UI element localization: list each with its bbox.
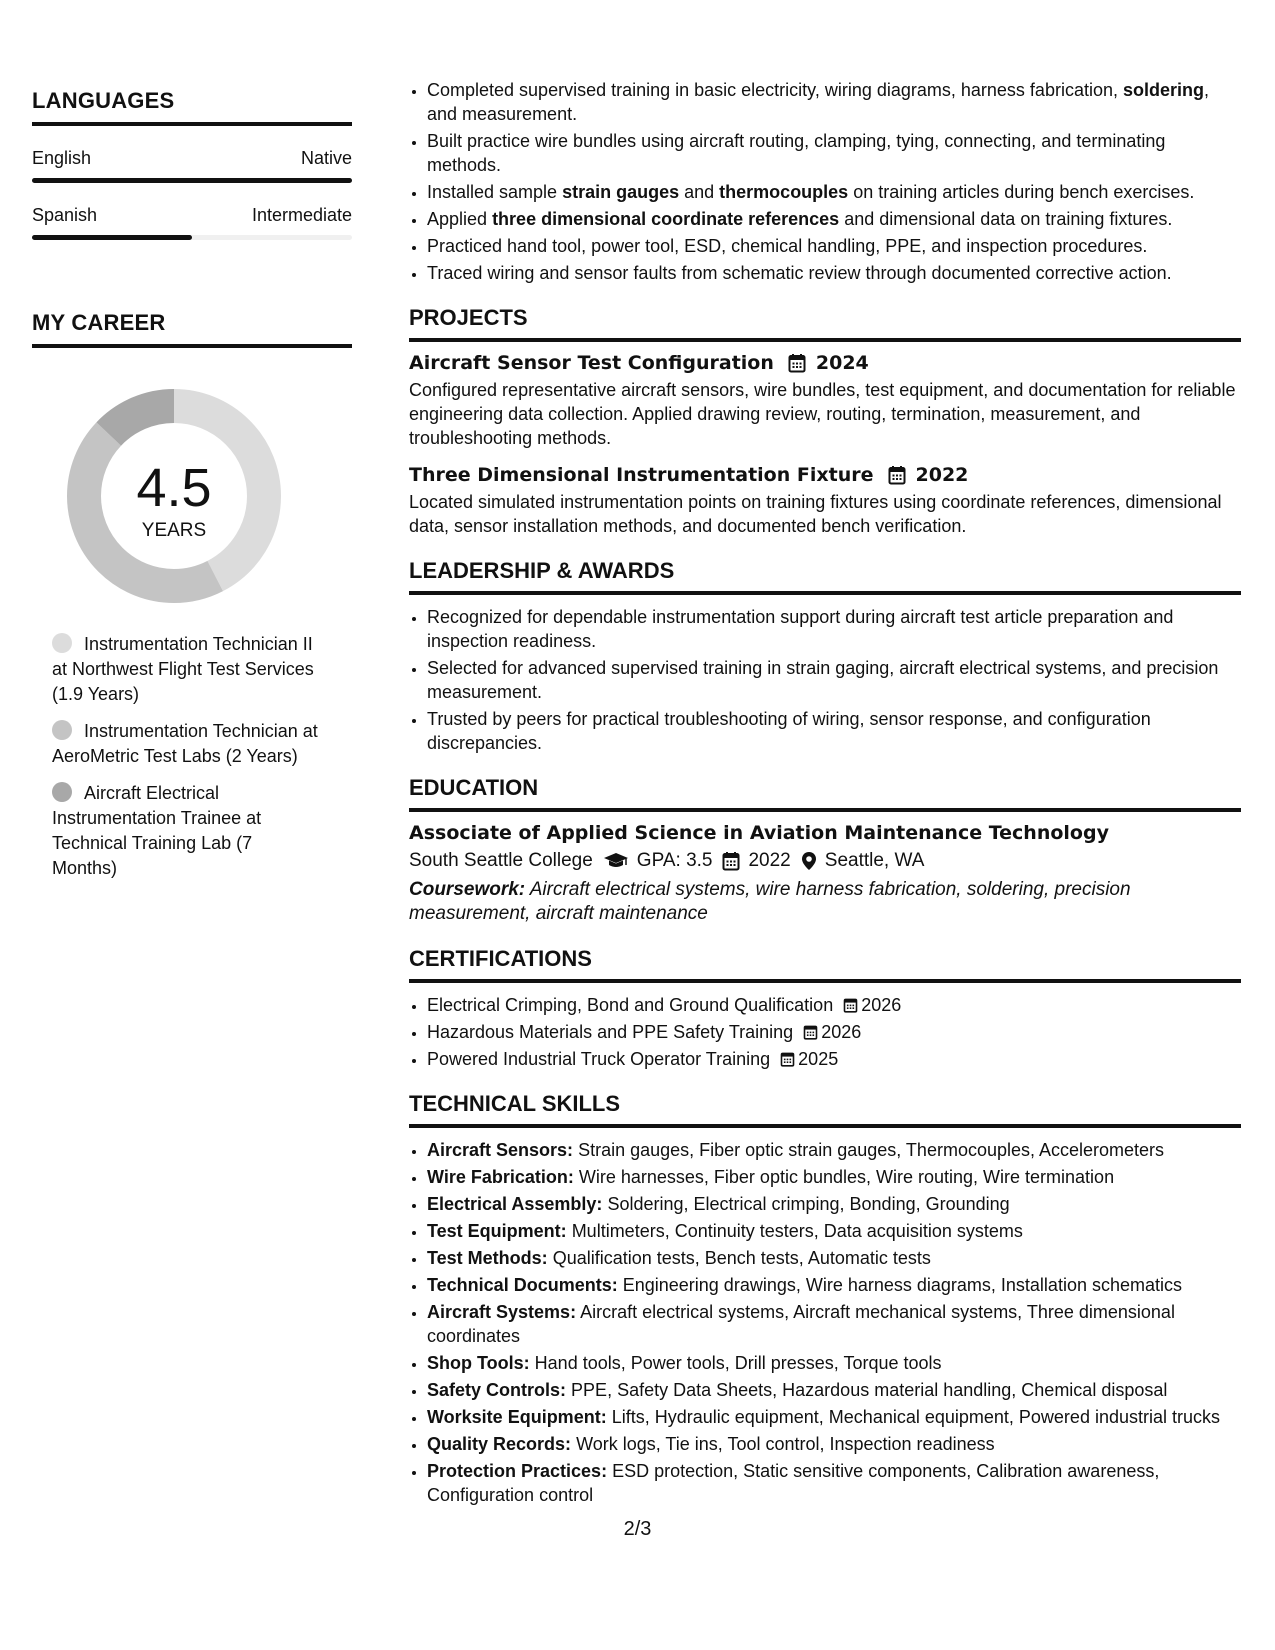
project-item <box>409 464 1241 538</box>
experience-bullet <box>427 129 1241 177</box>
certification-name: Powered Industrial Truck Operator Training <box>427 1049 771 1069</box>
education-year: 2022 <box>748 850 791 871</box>
career-legend-label: Aircraft Electrical Instrumentation Trainee at Technical Training Lab (7 Months) <box>52 783 262 878</box>
skill-category: Test Equipment: <box>427 1221 567 1241</box>
main-content <box>409 78 1241 1510</box>
career-legend-dot <box>52 633 72 653</box>
career-legend-label: Instrumentation Technician II at Northwest Flight Test Services (1.9 Years) <box>52 634 314 704</box>
calendar-icon <box>803 1024 818 1040</box>
project-description: Located simulated instrumentation points on training fixtures using coordinate references, dimensional data, sensor installation methods, and documented bench verification. <box>409 492 1222 536</box>
career-legend-dot <box>52 720 72 740</box>
project-year: 2022 <box>915 464 969 486</box>
experience-bullet-text: Practiced hand tool, power tool, ESD, chemical handling, PPE, and inspection procedures. <box>427 236 1148 256</box>
certification-name: Hazardous Materials and PPE Safety Training <box>427 1022 794 1042</box>
career-legend-item <box>52 781 322 881</box>
certification-year: 2026 <box>821 1022 862 1042</box>
skill-values: Multimeters, Continuity testers, Data acquisition systems <box>571 1221 1023 1241</box>
career-legend <box>52 632 322 881</box>
skill-values: Soldering, Electrical crimping, Bonding, Grounding <box>607 1194 1010 1214</box>
experience-bullet-keyword: thermocouples <box>719 182 849 202</box>
skill-values: ESD protection, Static sensitive components, Calibration awareness, Configuration control <box>427 1461 1160 1505</box>
skill-category: Worksite Equipment: <box>427 1407 607 1427</box>
skill-item <box>427 1300 1241 1348</box>
graduation-cap-icon <box>603 852 629 870</box>
education-degree: Associate of Applied Science in Aviation Maintenance Technology <box>409 822 1109 844</box>
experience-bullet-list <box>409 78 1241 285</box>
leadership-section <box>409 558 1241 755</box>
education-school: South Seattle College <box>409 850 593 871</box>
project-description: Configured representative aircraft sensors, wire bundles, test equipment, and documentation for reliable engineering data collection. Applied drawing review, routing, termination, measurement, and troubleshooting methods. <box>409 380 1236 448</box>
language-proficiency-bar <box>32 178 352 183</box>
skill-item <box>427 1192 1241 1216</box>
skill-item <box>427 1246 1241 1270</box>
skill-category: Wire Fabrication: <box>427 1167 574 1187</box>
sidebar <box>32 88 352 893</box>
career-donut-chart <box>66 388 282 604</box>
skills-list <box>409 1138 1241 1507</box>
skill-values: Strain gauges, Fiber optic strain gauges, Thermocouples, Accelerometers <box>578 1140 1165 1160</box>
calendar-icon <box>788 353 806 373</box>
skill-item <box>427 1378 1241 1402</box>
certifications-section <box>409 946 1241 1071</box>
experience-bullet <box>427 207 1241 231</box>
experience-bullet <box>427 234 1241 258</box>
skill-values: Aircraft electrical systems, Aircraft mechanical systems, Three dimensional coordinates <box>427 1302 1175 1346</box>
language-proficiency-bar <box>32 235 352 240</box>
skill-item <box>427 1351 1241 1375</box>
experience-bullet-keyword: soldering <box>1122 80 1204 100</box>
leadership-list <box>409 605 1241 755</box>
career-legend-item <box>52 632 322 707</box>
language-level: Intermediate <box>251 205 352 225</box>
leadership-item: • Selected for advanced supervised training in strain gaging, aircraft electrical systems, and precision measurement. <box>427 656 1241 704</box>
skill-category: Test Methods: <box>427 1248 548 1268</box>
experience-bullet-text: and <box>679 182 720 202</box>
skill-category: Electrical Assembly: <box>427 1194 603 1214</box>
skill-category: Aircraft Systems: <box>427 1302 577 1322</box>
calendar-icon <box>843 997 858 1013</box>
career-legend-label: Instrumentation Technician at AeroMetric Test Labs (2 Years) <box>52 721 318 766</box>
experience-bullet-text: Completed supervised training in basic electricity, wiring diagrams, harness fabrication, <box>427 80 1123 100</box>
project-item <box>409 352 1241 450</box>
certifications-list <box>409 993 1241 1071</box>
language-item <box>32 148 352 183</box>
skill-category: Aircraft Sensors: <box>427 1140 574 1160</box>
education-heading: EDUCATION <box>409 775 1241 812</box>
location-pin-icon <box>801 851 817 871</box>
leadership-item: • Trusted by peers for practical troubleshooting of wiring, sensor response, and configuration discrepancies. <box>427 707 1241 755</box>
career-heading: MY CAREER <box>32 310 352 348</box>
language-proficiency-fill <box>32 178 352 183</box>
certification-year: 2025 <box>798 1049 839 1069</box>
experience-bullet-keyword: three dimensional coordinate references <box>492 209 840 229</box>
language-level: Native <box>300 148 352 168</box>
skill-item <box>427 1405 1241 1429</box>
skill-values: Lifts, Hydraulic equipment, Mechanical equipment, Powered industrial trucks <box>611 1407 1220 1427</box>
experience-bullet-text: Applied <box>427 209 493 229</box>
education-coursework <box>409 878 1241 926</box>
certification-item <box>427 993 1241 1017</box>
leadership-heading: LEADERSHIP & AWARDS <box>409 558 1241 595</box>
projects-heading: PROJECTS <box>409 305 1241 342</box>
certification-item <box>427 1020 1241 1044</box>
career-legend-item <box>52 719 322 769</box>
experience-bullet-keyword: strain gauges <box>562 182 680 202</box>
calendar-icon <box>780 1051 795 1067</box>
skill-item <box>427 1432 1241 1456</box>
coursework-text: Aircraft electrical systems, wire harness fabrication, soldering, precision measurement, aircraft maintenance <box>409 879 1131 924</box>
skill-values: Qualification tests, Bench tests, Automatic tests <box>552 1248 931 1268</box>
education-location: Seattle, WA <box>824 850 925 871</box>
skill-category: Shop Tools: <box>427 1353 530 1373</box>
skill-item <box>427 1459 1241 1507</box>
coursework-label: Coursework: <box>409 879 526 900</box>
experience-bullet-text: , and measurement. <box>427 80 1210 124</box>
skill-item <box>427 1273 1241 1297</box>
skill-category: Safety Controls: <box>427 1380 567 1400</box>
experience-bullet <box>427 78 1241 126</box>
experience-bullet <box>427 261 1241 285</box>
experience-bullet-text: Built practice wire bundles using aircraft routing, clamping, tying, connecting, and terminating methods. <box>427 131 1166 175</box>
calendar-icon <box>888 465 906 485</box>
language-name: Spanish <box>32 205 98 225</box>
career-total-unit: YEARS <box>141 520 207 541</box>
skill-item <box>427 1219 1241 1243</box>
project-title: Aircraft Sensor Test Configuration <box>409 352 774 374</box>
skill-category: Technical Documents: <box>427 1275 618 1295</box>
project-title: Three Dimensional Instrumentation Fixture <box>409 464 874 486</box>
language-item <box>32 205 352 240</box>
skills-heading: TECHNICAL SKILLS <box>409 1091 1241 1128</box>
experience-bullet <box>427 180 1241 204</box>
calendar-icon <box>722 851 740 871</box>
experience-bullet-text: and dimensional data on training fixtures. <box>839 209 1173 229</box>
skill-values: Engineering drawings, Wire harness diagrams, Installation schematics <box>622 1275 1182 1295</box>
languages-heading: LANGUAGES <box>32 88 352 126</box>
experience-bullet-text: Traced wiring and sensor faults from schematic review through documented corrective action. <box>427 263 1172 283</box>
certification-year: 2026 <box>861 995 902 1015</box>
education-meta <box>409 850 1241 872</box>
skill-values: Hand tools, Power tools, Drill presses, Torque tools <box>534 1353 942 1373</box>
education-section <box>409 775 1241 926</box>
certification-item <box>427 1047 1241 1071</box>
career-total-value: 4.5 <box>136 458 212 518</box>
leadership-item: • Recognized for dependable instrumentation support during aircraft test article preparation and inspection readiness. <box>427 605 1241 653</box>
skill-item <box>427 1138 1241 1162</box>
page-number: 2/3 <box>623 1518 652 1540</box>
language-proficiency-fill <box>32 235 192 240</box>
skill-values: Wire harnesses, Fiber optic bundles, Wire routing, Wire termination <box>578 1167 1115 1187</box>
education-gpa: GPA: 3.5 <box>636 850 713 871</box>
certifications-heading: CERTIFICATIONS <box>409 946 1241 983</box>
career-legend-dot <box>52 782 72 802</box>
skills-section <box>409 1091 1241 1507</box>
experience-bullet-text: Installed sample <box>427 182 563 202</box>
skill-item <box>427 1165 1241 1189</box>
experience-bullet-text: on training articles during bench exercises. <box>848 182 1195 202</box>
skill-category: Quality Records: <box>427 1434 572 1454</box>
certification-name: Electrical Crimping, Bond and Ground Qualification <box>427 995 834 1015</box>
project-year: 2024 <box>815 352 869 374</box>
skill-values: PPE, Safety Data Sheets, Hazardous material handling, Chemical disposal <box>571 1380 1168 1400</box>
language-name: English <box>32 148 92 168</box>
skill-values: Work logs, Tie ins, Tool control, Inspection readiness <box>576 1434 995 1454</box>
career-section <box>32 310 352 881</box>
languages-section <box>32 88 352 240</box>
projects-section <box>409 305 1241 538</box>
skill-category: Protection Practices: <box>427 1461 608 1481</box>
